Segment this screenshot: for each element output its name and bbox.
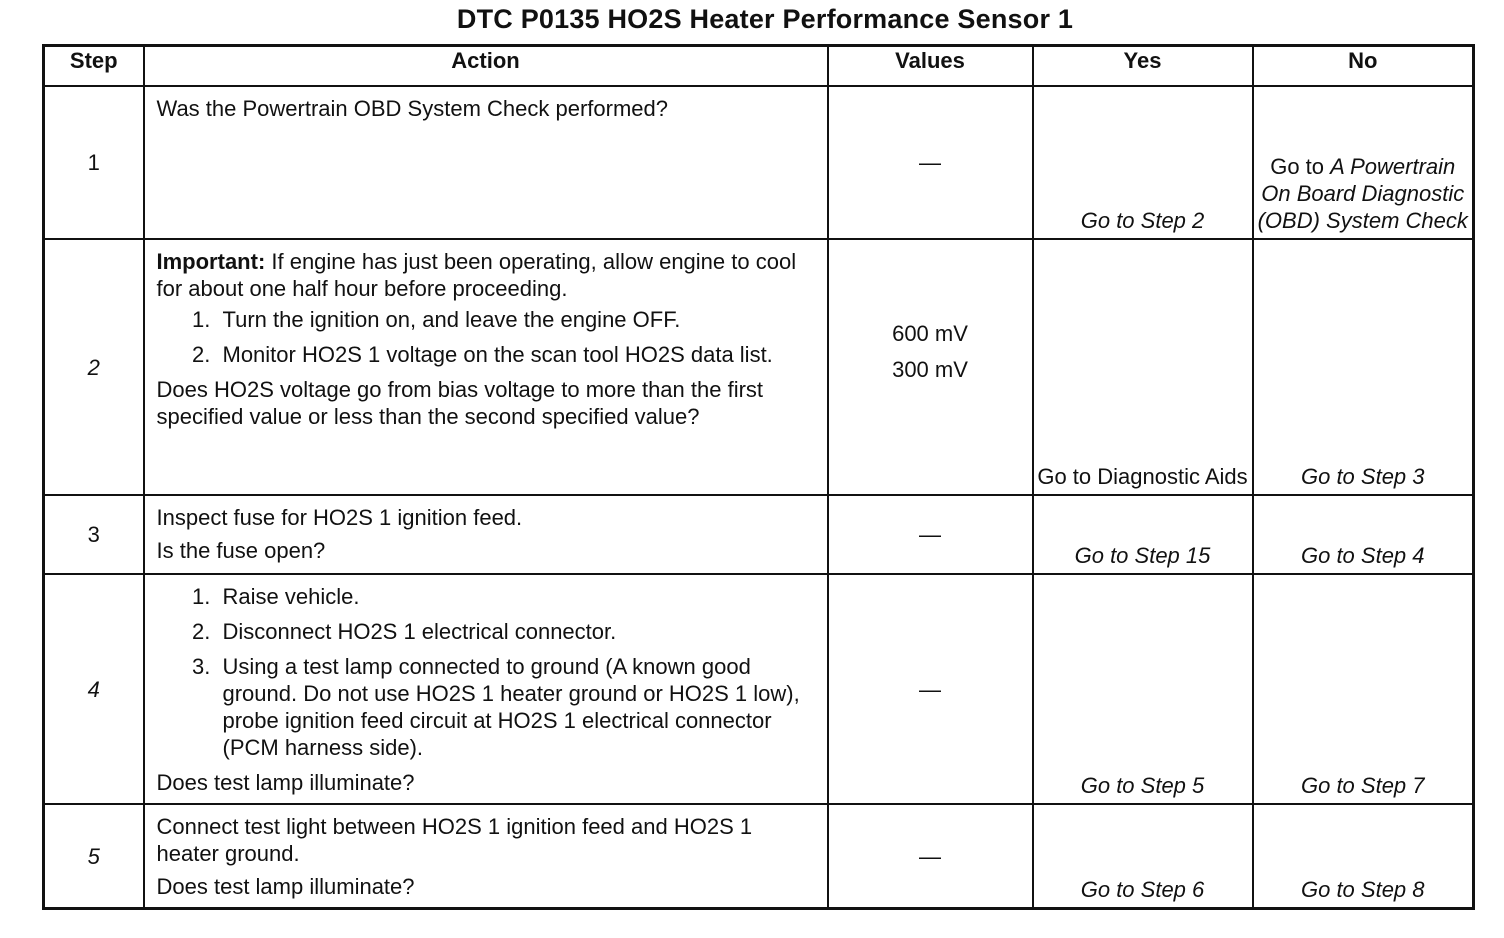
action-text: Connect test light between HO2S 1 ignition feed and HO2S 1 heater ground. [156,814,753,866]
step-number: 1 [44,86,144,239]
no-cell: Go to Step 3 [1253,239,1474,495]
value-cell: — [828,804,1033,909]
step-number: 3 [44,495,144,574]
diagnostic-table [42,44,1475,910]
no-link-text: A Powertrain On Board Diagnostic (OBD) System Check [1257,154,1468,233]
value-cell: — [828,495,1033,574]
important-label: Important: [156,249,266,274]
value-second: 300 mV [892,357,968,382]
step-number: 2 [44,239,144,495]
yes-cell: Go to Step 15 [1033,495,1253,574]
action-question: Was the Powertrain OBD System Check performed? [156,96,668,121]
action-cell [144,804,828,909]
yes-cell: Go to Step 2 [1033,86,1253,239]
no-cell: Go to Step 8 [1253,804,1474,909]
yes-cell: Go to Step 5 [1033,574,1253,804]
action-cell [144,574,828,804]
step-list [157,306,817,368]
no-cell: Go to Step 7 [1253,574,1474,804]
no-text: Go to [1270,154,1331,179]
table-row [44,804,1474,909]
header-action: Action [144,46,828,87]
list-item: 3. Using a test lamp connected to ground (A known good ground. Do not use HO2S 1 heater ground or HO2S 1 low), probe ignition feed circuit at HO2S 1 electrical connector (PCM harness side). [217,653,817,761]
action-question: Does test lamp illuminate? [156,874,415,899]
table-row [44,574,1474,804]
step-number: 5 [44,804,144,909]
list-item: 2. Monitor HO2S 1 voltage on the scan tool HO2S data list. [217,341,817,368]
header-yes: Yes [1033,46,1253,87]
action-cell [144,86,828,239]
page-title: DTC P0135 HO2S Heater Performance Sensor 1 [456,4,1074,34]
table-row [44,86,1474,239]
header-no: No [1253,46,1474,87]
yes-cell: Go to Step 6 [1033,804,1253,909]
action-cell [144,239,828,495]
table-row [44,239,1474,495]
table-row [44,495,1474,574]
header-step: Step [44,46,144,87]
header-row [44,46,1474,87]
yes-cell: Go to Diagnostic Aids [1033,239,1253,495]
value-cell: — [828,86,1033,239]
action-question: Does test lamp illuminate? [156,770,415,795]
list-item: 1. Raise vehicle. [217,583,817,610]
step-list [157,583,817,761]
list-item: 2. Disconnect HO2S 1 electrical connector. [217,618,817,645]
value-cell [828,239,1033,495]
no-cell: Go to Step 4 [1253,495,1474,574]
action-text: Inspect fuse for HO2S 1 ignition feed. [156,505,523,530]
action-question: Is the fuse open? [156,538,326,563]
action-question: Does HO2S voltage go from bias voltage to more than the first specified value or less than the second specified value? [156,377,764,429]
important-text: If engine has just been operating, allow engine to cool for about one half hour before proceeding. [156,249,797,301]
value-first: 600 mV [892,321,968,346]
no-cell [1253,86,1474,239]
step-number: 4 [44,574,144,804]
value-cell: — [828,574,1033,804]
list-item: 1. Turn the ignition on, and leave the engine OFF. [217,306,817,333]
header-values: Values [828,46,1033,87]
important-note [157,248,817,302]
action-cell [144,495,828,574]
